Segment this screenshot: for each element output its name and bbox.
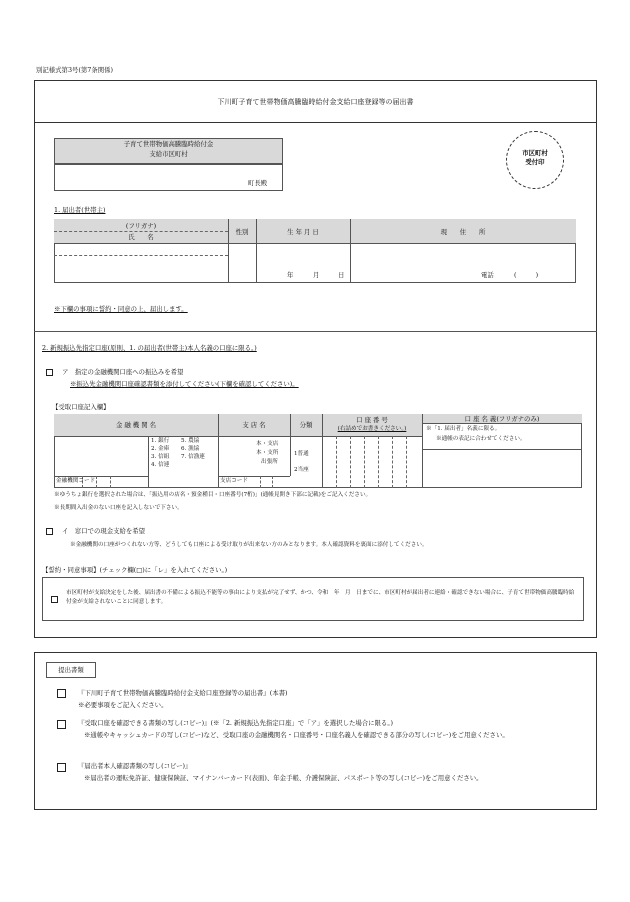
form-title: 下川町子育て世帯物価高騰臨時給付金支給口座登録等の届出書 bbox=[217, 98, 414, 106]
option-a-label: ア 指定の金融機関口座への振込みを希望 bbox=[62, 368, 184, 376]
phone-parens: ( ) bbox=[514, 271, 539, 279]
pledge-text: 市区町村が支給決定をした後、届出書の不備による振込不能等の事由により支払が完了せず、かつ、令和 年 月 日までに、市区町村が届出者に連絡・確認できない場合に、子育て世帯物価高騰臨時給付金が支給されないことに同意します。 bbox=[66, 590, 575, 605]
col-birth: 生 年 月 日 bbox=[287, 228, 319, 236]
stamp-line1: 市区町村 bbox=[522, 149, 548, 157]
bank-code-label: 金融機関コード bbox=[56, 478, 96, 484]
holder-note2: ※通帳の表記に合わせてください。 bbox=[436, 436, 526, 442]
branch-type-3: 出張所 bbox=[261, 459, 278, 465]
doc3-note: ※届出者の運転免許証、健康保険証、マイナンバーカード(表面)、年金手帳、介護保険証、パスポート等の写し(コピー)をご用意ください。 bbox=[84, 774, 483, 782]
col-account-no-note: (右詰めでお書きください。) bbox=[337, 426, 407, 432]
bank-type-6: 6. 漁協 bbox=[181, 446, 200, 452]
bank-type-sep bbox=[148, 436, 149, 488]
branch-code-line bbox=[218, 476, 290, 477]
bank-type-3: 3. 信組 bbox=[151, 454, 170, 460]
pledge-checkbox[interactable] bbox=[51, 596, 58, 603]
doc3-title: 『届出者本人確認書類の写し(コピー)』 bbox=[78, 762, 192, 770]
option-b-note: ※金融機関の口座がつくれない方等、どうしても口座による受け取りが出来ない方のみとなります。本人確認資料を裏面に添付してください。 bbox=[70, 542, 428, 548]
consent-note: ※下欄の事項に誓約・同意の上、届出します。 bbox=[54, 305, 188, 313]
furigana-dash-body bbox=[54, 255, 228, 256]
bank-type-1: 1. 銀行 bbox=[151, 438, 170, 444]
col-holder: 口 座 名 義(フリガナのみ) bbox=[464, 415, 540, 423]
col-gender: 性別 bbox=[235, 228, 249, 236]
doc2-title: 『受取口座を確認できる書類の写し(コピー)』(※「2. 新規振込先指定口座」で「ア」を選択した場合に限る。) bbox=[78, 719, 394, 727]
col-bank: 金 融 機 関 名 bbox=[115, 421, 157, 429]
account-table-label: 【受取口座記入欄】 bbox=[52, 403, 110, 411]
doc2-checkbox[interactable] bbox=[57, 720, 66, 729]
branch-type-2: 本・支所 bbox=[256, 450, 279, 456]
account-header-line bbox=[54, 436, 422, 437]
col-name: 氏 名 bbox=[128, 233, 154, 241]
col-branch: 支 店 名 bbox=[242, 421, 266, 429]
doc2-note: ※通帳やキャッシュカードの写し(コピー)など、受取口座の金融機関名・口座番号・口座名義人を確認できる部分の写し(コピー)をご用意ください。 bbox=[84, 731, 509, 739]
col-type: 分類 bbox=[299, 421, 313, 429]
doc1-title: 『下川町子育て世帯物価高騰臨時給付金支給口座登録等の届出書』(本書) bbox=[78, 689, 288, 697]
option-a-note: ※振込先金融機関口座確認書類を添付してください(下欄を確認してください)。 bbox=[70, 380, 299, 388]
acct-d6 bbox=[406, 436, 407, 488]
documents-heading: 提出書類 bbox=[58, 666, 84, 674]
bank-type-2: 2. 金庫 bbox=[151, 446, 170, 452]
title-divider bbox=[34, 122, 597, 123]
acct-d3 bbox=[364, 436, 365, 488]
furigana-dash-header bbox=[54, 231, 228, 232]
doc1-note: ※必要事項をご記入ください。 bbox=[78, 701, 168, 709]
stamp-line2: 受付印 bbox=[525, 158, 545, 166]
applicant-header-line bbox=[54, 243, 576, 244]
bank-type-5: 5. 農協 bbox=[181, 438, 200, 444]
birth-day-label: 日 bbox=[338, 271, 345, 279]
col-furigana: (フリガナ) bbox=[125, 222, 157, 230]
option-b-checkbox[interactable] bbox=[46, 528, 53, 535]
recipient-honorific: 町長殿 bbox=[248, 179, 268, 187]
recipient-line2: 支給市区町村 bbox=[149, 150, 188, 158]
acct-d2 bbox=[350, 436, 351, 488]
option-b-label: イ 窓口での現金支給を希望 bbox=[62, 527, 146, 535]
birth-month-label: 月 bbox=[313, 271, 320, 279]
acct-d1 bbox=[336, 436, 337, 488]
doc1-checkbox[interactable] bbox=[57, 689, 66, 698]
bank-code-line bbox=[54, 476, 148, 477]
acct-d4 bbox=[378, 436, 379, 488]
branch-type-1: 本・支店 bbox=[256, 441, 279, 447]
branch-code-d1 bbox=[260, 476, 261, 488]
col-address: 現 住 所 bbox=[440, 228, 486, 236]
account-type-1: 1普通 bbox=[294, 451, 309, 457]
pledge-heading: 【誓約・同意事項】(チェック欄(□)に「レ」を入れてください。) bbox=[42, 566, 228, 574]
holder-note1: ※「1. 届出者」名義に限る。 bbox=[426, 426, 501, 432]
option-a-checkbox[interactable] bbox=[46, 369, 53, 376]
account-col-sep bbox=[422, 414, 423, 488]
phone-label: 電話 bbox=[481, 271, 494, 279]
col-account-no: 口 座 番 号 bbox=[356, 416, 388, 424]
branch-code-d2 bbox=[272, 476, 273, 488]
account-type-2: 2当座 bbox=[294, 467, 309, 473]
section1-heading: 1. 届出者(世帯主) bbox=[54, 206, 106, 214]
form-code: 別記様式第3号(第7条関係) bbox=[36, 66, 114, 74]
longterm-note: ※長期間入出金のない口座を記入しないで下さい。 bbox=[54, 505, 183, 511]
doc3-checkbox[interactable] bbox=[57, 763, 66, 772]
section-divider bbox=[34, 331, 597, 332]
recipient-line1: 子育て世帯物価高騰臨時給付金 bbox=[123, 140, 214, 148]
birth-year-label: 年 bbox=[287, 271, 294, 279]
bank-code-d2 bbox=[96, 476, 97, 488]
section2-heading: 2. 新規振込先指定口座(原則、1. の届出者(世帯主)本人名義の口座に限る。) bbox=[42, 344, 257, 352]
bank-code-d3 bbox=[110, 476, 111, 488]
acct-d5 bbox=[392, 436, 393, 488]
bank-type-7: 7. 信漁連 bbox=[181, 454, 205, 460]
yucho-note: ※ゆうちょ銀行を選択された場合は、「振込用の店名・預金種目・口座番号(7桁)」(通帳見開き下部に記載)をご記入ください。 bbox=[54, 492, 372, 498]
bank-type-4: 4. 信連 bbox=[151, 462, 170, 468]
branch-code-label: 支店コード bbox=[220, 478, 248, 484]
holder-note-line bbox=[422, 449, 582, 450]
